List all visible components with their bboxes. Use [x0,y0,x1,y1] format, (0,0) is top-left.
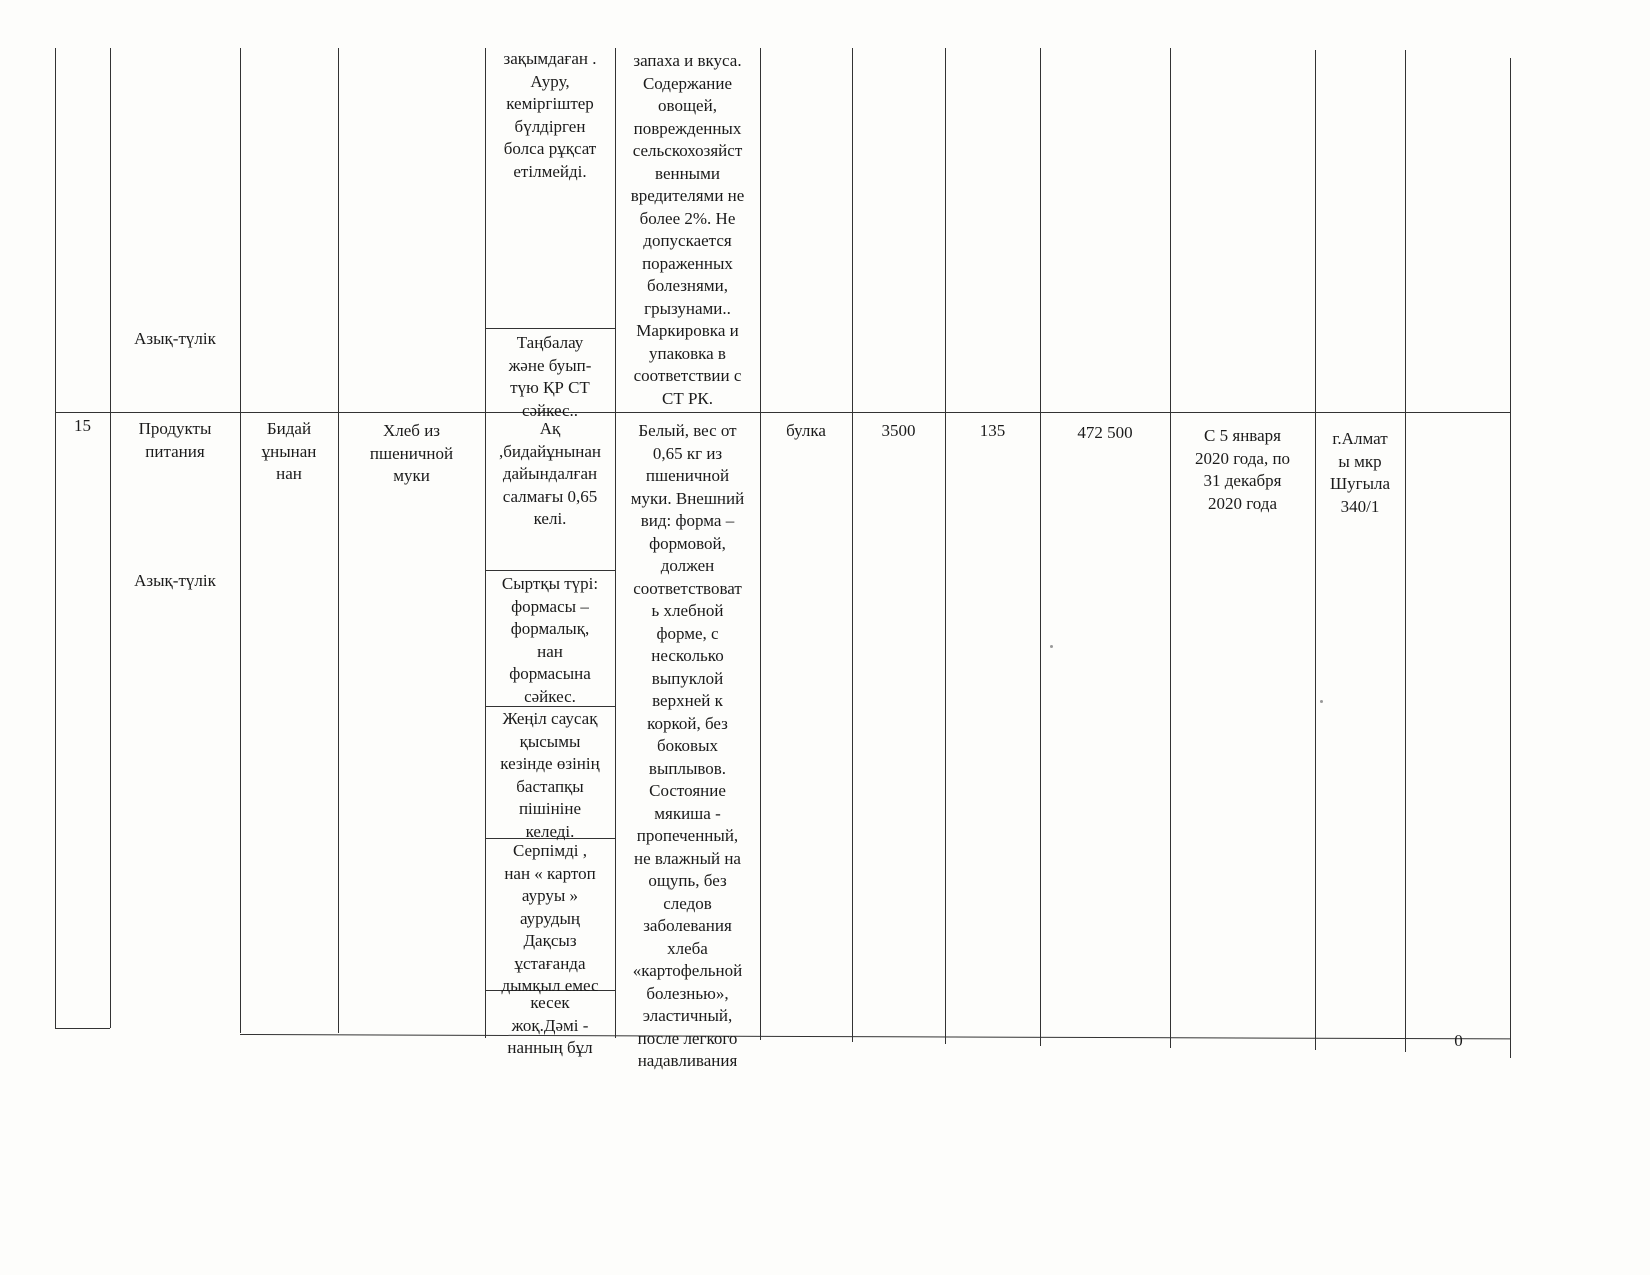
spec-kz-weight: Ақ ,бидайұнынан дайындалған салмағы 0,65 келі. [498,419,602,528]
column-divider [760,48,761,1040]
category-kz: Азық-түлік [134,571,216,590]
delivery-place: г.Алмат ы мкр Шугыла 340/1 [1329,429,1391,516]
scan-speck [1050,645,1053,648]
table-border-left [55,48,56,1028]
unit: булка [786,421,826,440]
product-name-kz: Бидай ұнынан нан [261,419,317,483]
delivery-period: С 5 января 2020 года, по 31 декабря 2020 года [1194,426,1291,513]
column-divider [1315,50,1316,1050]
subcell-divider [485,570,615,571]
subcell-divider [485,328,615,329]
row-number: 15 [74,416,91,435]
total-amount: 472 500 [1077,423,1133,442]
column-divider [485,48,486,1038]
column-divider [852,48,853,1042]
spec-kz-elasticity: Серпімді , нан « картоп ауруы » аурудың Дақсыз ұстағанда дымқыл емес [501,841,599,995]
quantity: 3500 [881,421,916,440]
spec-kz-appearance: Сыртқы түрі: формасы – формалық, нан формасына сәйкес. [501,574,599,706]
footer-value: 0 [1454,1031,1463,1050]
column-divider [1405,50,1406,1052]
category-ru: Продукты питания [138,419,212,461]
product-name-ru: Хлеб из пшеничной муки [369,421,454,485]
column-divider [110,48,111,1028]
spec-ru: Белый, вес от 0,65 кг из пшеничной муки. Внешний вид: форма – формовой, должен соответствоват ь хлебной форме, с несколько выпуклой верхней к коркой, без боковых выплывов. Состояние мякиша - пропеченный, не влажный на ощупь, без следов заболевания хлеба «картофельной болезнью», эластичный, после легкого надавливания [630,421,745,1070]
table-bottom-edge [240,1034,1510,1039]
scan-speck [1320,700,1323,703]
spec-kz-taste: кесек жоқ.Дәмі - нанның бұл [507,993,593,1057]
prev-row-marking-kz: Таңбалау және буып- түю ҚР СТ сәйкес.. [508,333,592,420]
column-divider [240,48,241,1033]
unit-price: 135 [979,421,1006,440]
table-border-right [1510,58,1511,1058]
column-divider [615,48,616,1038]
table-bottom-edge [55,1028,110,1029]
column-divider [1170,48,1171,1048]
column-divider [945,48,946,1044]
prev-row-category-kz: Азық-түлік [134,329,216,348]
prev-row-requirement-ru: запаха и вкуса. Содержание овощей, поврежденных сельскохозяйст венными вредителями не более 2%. Не допускается пораженных болезнями, грызунами.. Маркировка и упаковка в соответствии с СТ РК. [630,51,745,408]
column-divider [338,48,339,1033]
spec-kz-shape: Жеңіл саусақ қысымы кезінде өзінің бастапқы пішініне келеді. [500,709,600,841]
prev-row-requirement-kz: зақымдаған . Ауру, кеміргіштер бүлдірген болса рұқсат етілмейді. [503,49,597,181]
row-divider [55,412,1510,413]
column-divider [1040,48,1041,1046]
